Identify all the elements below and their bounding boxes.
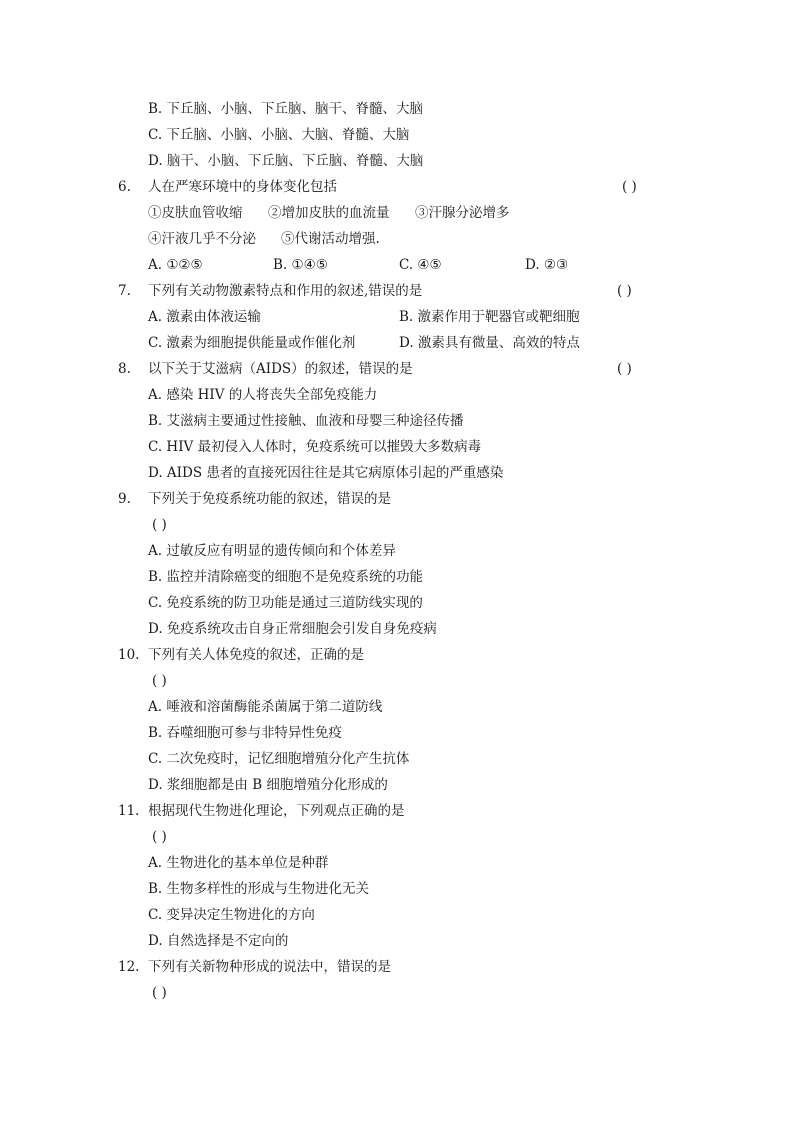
- q7-option-b: B. 激素作用于靶器官或靶细胞: [399, 309, 580, 325]
- q7-answer-paren: ( ): [617, 283, 632, 299]
- q9-option-a: A. 过敏反应有明显的遗传倾向和个体差异: [148, 543, 396, 559]
- q6-option-b: B. ①④⑤: [273, 257, 328, 273]
- q11-stem: 根据现代生物进化理论，下列观点正确的是: [148, 803, 405, 819]
- q6-item-2: ②增加皮肤的血流量: [268, 205, 390, 221]
- q8-option-d: D. AIDS 患者的直接死因往往是其它病原体引起的严重感染: [148, 465, 504, 481]
- q5-option-c: C. 下丘脑、小脑、小脑、大脑、脊髓、大脑: [148, 127, 410, 143]
- q11-option-b: B. 生物多样性的形成与生物进化无关: [148, 881, 370, 897]
- q6-option-d: D. ②③: [525, 257, 569, 273]
- q6-item-4: ④汗液几乎不分泌: [148, 231, 256, 247]
- q8-option-a: A. 感染 HIV 的人将丧失全部免疫能力: [148, 387, 378, 403]
- q9-option-b: B. 监控并清除癌变的细胞不是免疫系统的功能: [148, 569, 424, 585]
- q7-option-d: D. 激素具有微量、高效的特点: [399, 335, 580, 351]
- q9-answer-paren: ( ): [152, 517, 167, 533]
- q7-stem: 下列有关动物激素特点和作用的叙述,错误的是: [148, 283, 423, 299]
- q7-option-a: A. 激素由体液运输: [148, 309, 261, 325]
- q10-option-c: C. 二次免疫时，记忆细胞增殖分化产生抗体: [148, 751, 410, 767]
- q6-number: 6.: [118, 179, 131, 195]
- q9-option-d: D. 免疫系统攻击自身正常细胞会引发自身免疫病: [148, 621, 437, 637]
- q10-option-b: B. 吞噬细胞可参与非特异性免疫: [148, 725, 343, 741]
- q6-item-3: ③汗腺分泌增多: [415, 205, 510, 221]
- q7-number: 7.: [118, 283, 131, 299]
- q6-option-a: A. ①②⑤: [148, 257, 203, 273]
- q10-stem: 下列有关人体免疫的叙述，正确的是: [148, 647, 364, 663]
- q12-number: 12.: [118, 959, 140, 975]
- q11-option-a: A. 生物进化的基本单位是种群: [148, 855, 329, 871]
- q10-option-d: D. 浆细胞都是由 B 细胞增殖分化形成的: [148, 777, 388, 793]
- q8-option-b: B. 艾滋病主要通过性接触、血液和母婴三种途径传播: [148, 413, 464, 429]
- q5-option-d: D. 脑干、小脑、下丘脑、下丘脑、脊髓、大脑: [148, 153, 424, 169]
- q6-option-c: C. ④⑤: [399, 257, 442, 273]
- q8-number: 8.: [118, 361, 131, 377]
- q9-option-c: C. 免疫系统的防卫功能是通过三道防线实现的: [148, 595, 423, 611]
- q10-number: 10.: [118, 647, 140, 663]
- q6-item-5: ⑤代谢活动增强.: [281, 231, 380, 247]
- q6-answer-paren: ( ): [622, 179, 637, 195]
- q7-option-c: C. 激素为细胞提供能量或作催化剂: [148, 335, 356, 351]
- q11-number: 11.: [118, 803, 140, 819]
- q9-stem: 下列关于免疫系统功能的叙述，错误的是: [148, 491, 391, 507]
- q8-stem: 以下关于艾滋病（AIDS）的叙述，错误的是: [148, 361, 413, 377]
- q8-answer-paren: ( ): [617, 361, 632, 377]
- q10-answer-paren: ( ): [152, 673, 167, 689]
- q6-item-1: ①皮肤血管收缩: [148, 205, 243, 221]
- q8-option-c: C. HIV 最初侵入人体时，免疫系统可以摧毁大多数病毒: [148, 439, 482, 455]
- q11-option-d: D. 自然选择是不定向的: [148, 933, 289, 949]
- q12-answer-paren: ( ): [152, 985, 167, 1001]
- q5-option-b: B. 下丘脑、小脑、下丘脑、脑干、脊髓、大脑: [148, 101, 424, 117]
- q11-option-c: C. 变异决定生物进化的方向: [148, 907, 315, 923]
- q6-stem: 人在严寒环境中的身体变化包括: [148, 179, 337, 195]
- q11-answer-paren: ( ): [152, 829, 167, 845]
- q12-stem: 下列有关新物种形成的说法中，错误的是: [148, 959, 391, 975]
- q10-option-a: A. 唾液和溶菌酶能杀菌属于第二道防线: [148, 699, 383, 715]
- q9-number: 9.: [118, 491, 131, 507]
